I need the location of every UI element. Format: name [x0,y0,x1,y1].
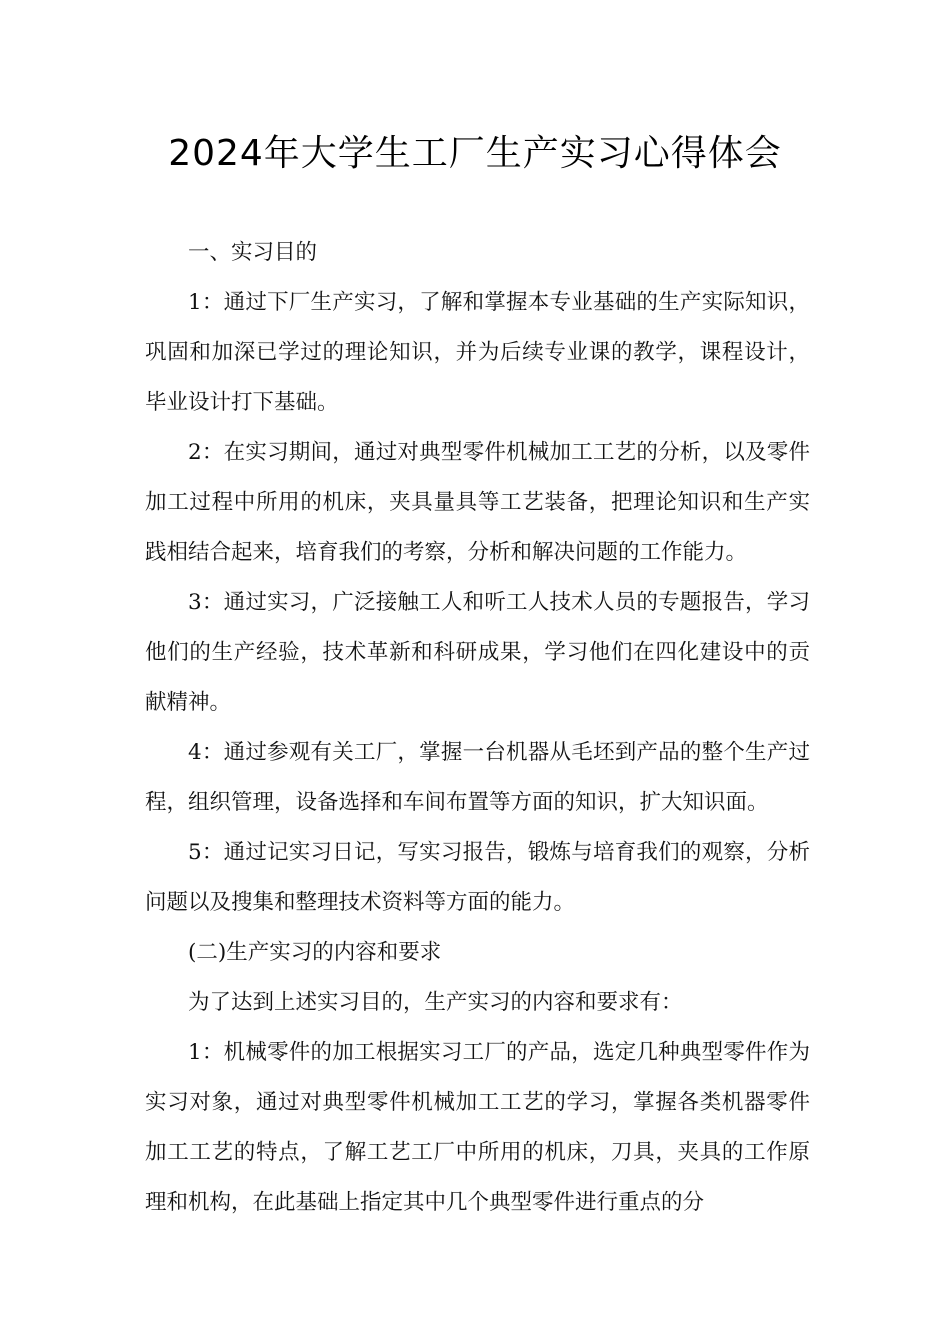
paragraph: 5：通过记实习日记，写实习报告，锻炼与培育我们的观察，分析问题以及搜集和整理技术资料等方面的能力。 [145,840,810,915]
document-title: 2024年大学生工厂生产实习心得体会 [168,133,782,174]
paragraph: 3：通过实习，广泛接触工人和听工人技术人员的专题报告，学习他们的生产经验，技术革新和科研成果，学习他们在四化建设中的贡献精神。 [145,590,810,715]
section-heading-content: (二)生产实习的内容和要求 [188,940,442,965]
paragraph: 为了达到上述实习目的，生产实习的内容和要求有： [188,990,683,1015]
document-body [145,228,810,1228]
paragraph: 4：通过参观有关工厂，掌握一台机器从毛坯到产品的整个生产过程，组织管理，设备选择和车间布置等方面的知识，扩大知识面。 [145,740,810,815]
paragraph: 1：机械零件的加工根据实习工厂的产品，选定几种典型零件作为实习对象，通过对典型零件机械加工工艺的学习，掌握各类机器零件加工工艺的特点，了解工艺工厂中所用的机床，刀具，夹具的工作原理和机构，在此基础上指定其中几个典型零件进行重点的分 [145,1040,810,1215]
paragraph: 2：在实习期间，通过对典型零件机械加工工艺的分析，以及零件加工过程中所用的机床，夹具量具等工艺装备，把理论知识和生产实践相结合起来，培育我们的考察，分析和解决问题的工作能力。 [145,440,810,565]
section-heading-objectives: 一、实习目的 [188,240,318,265]
paragraph: 1：通过下厂生产实习，了解和掌握本专业基础的生产实际知识，巩固和加深已学过的理论知识，并为后续专业课的教学，课程设计，毕业设计打下基础。 [145,290,810,415]
